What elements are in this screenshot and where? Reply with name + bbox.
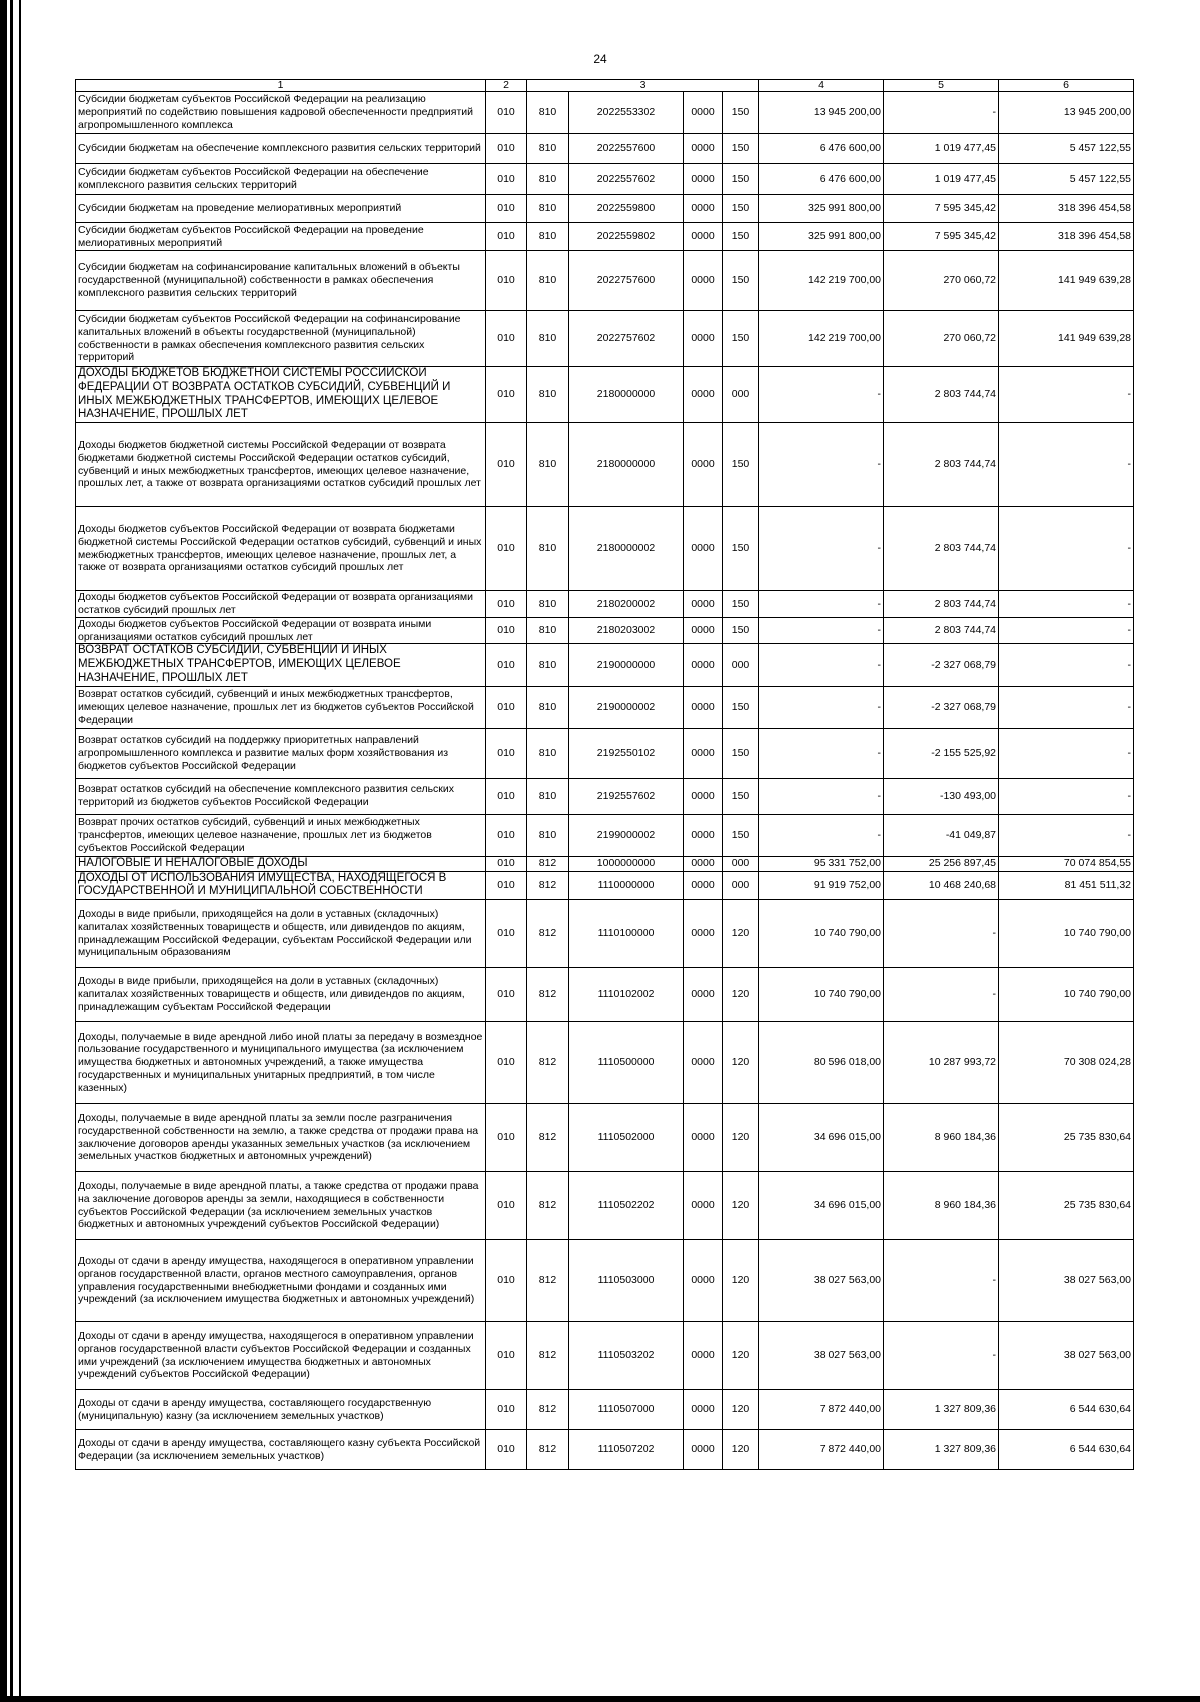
row-program-code: 0000 — [684, 367, 723, 423]
row-kosgu-code: 150 — [723, 164, 759, 195]
row-description: ВОЗВРАТ ОСТАТКОВ СУБСИДИЙ, СУБВЕНЦИЙ И ИНЫХ МЕЖБЮДЖЕТНЫХ ТРАНСФЕРТОВ, ИМЕЮЩИХ ЦЕЛЕВОЕ НАЗНАЧЕНИЕ, ПРОШЛЫХ ЛЕТ — [76, 644, 486, 686]
row-kbk-code: 1110503000 — [569, 1240, 684, 1322]
row-kosgu-code: 150 — [723, 814, 759, 856]
row-admin-code: 010 — [486, 856, 527, 871]
table-row — [76, 423, 1134, 507]
row-kbk-code: 2190000000 — [569, 644, 684, 686]
row-value-col5: -130 493,00 — [884, 778, 999, 814]
table-row — [76, 1322, 1134, 1390]
table-row — [76, 92, 1134, 134]
row-kbk-code: 2022557602 — [569, 164, 684, 195]
row-description: Возврат остатков субсидий на поддержку приоритетных направлений агропромышленного комплекса и развитие малых форм хозяйствования из бюджетов субъектов Российской Федерации — [76, 728, 486, 778]
row-kosgu-code: 150 — [723, 223, 759, 251]
row-value-col6: - — [999, 814, 1134, 856]
row-kosgu-code: 150 — [723, 591, 759, 618]
row-kosgu-code: 120 — [723, 1430, 759, 1470]
row-value-col5: 1 327 809,36 — [884, 1390, 999, 1430]
row-kosgu-code: 000 — [723, 644, 759, 686]
row-value-col6: 10 740 790,00 — [999, 900, 1134, 968]
row-chapter-code: 810 — [527, 591, 569, 618]
row-value-col4: 10 740 790,00 — [759, 968, 884, 1022]
row-value-col5: -2 327 068,79 — [884, 686, 999, 728]
row-program-code: 0000 — [684, 644, 723, 686]
row-value-col4: - — [759, 423, 884, 507]
row-chapter-code: 810 — [527, 164, 569, 195]
row-kbk-code: 2180203002 — [569, 617, 684, 644]
row-chapter-code: 810 — [527, 367, 569, 423]
row-value-col5: 8 960 184,36 — [884, 1172, 999, 1240]
row-description: Доходы бюджетов субъектов Российской Федерации от возврата бюджетами бюджетной системы Российской Федерации остатков субсидий, субвенций и иных межбюджетных трансфертов, имеющих целевое назначение, прошлых лет, а также от возврата организациями остатков субсидий прошлых лет — [76, 507, 486, 591]
row-value-col4: - — [759, 617, 884, 644]
scan-edge-bottom — [0, 1696, 1200, 1702]
column-header-2: 2 — [486, 80, 527, 92]
row-description: Доходы, получаемые в виде арендной платы, а также средства от продажи права на заключение договоров аренды за земли, находящиеся в собственности субъектов Российской Федерации (за исключением земельных участков бюджетных и автономных учреждений субъектов Российской Федерации) — [76, 1172, 486, 1240]
row-value-col6: 5 457 122,55 — [999, 164, 1134, 195]
row-admin-code: 010 — [486, 507, 527, 591]
row-value-col6: 38 027 563,00 — [999, 1322, 1134, 1390]
row-program-code: 0000 — [684, 92, 723, 134]
row-value-col4: - — [759, 644, 884, 686]
row-value-col5: 1 327 809,36 — [884, 1430, 999, 1470]
row-admin-code: 010 — [486, 968, 527, 1022]
row-program-code: 0000 — [684, 871, 723, 900]
row-kbk-code: 2022559802 — [569, 223, 684, 251]
row-kbk-code: 2180000000 — [569, 367, 684, 423]
row-description: Доходы от сдачи в аренду имущества, находящегося в оперативном управлении органов государственной власти субъектов Российской Федерации и созданных ими учреждений (за исключением имущества бюджетных и автономных учреждений субъектов Российской Федерации) — [76, 1322, 486, 1390]
row-value-col5: -2 327 068,79 — [884, 644, 999, 686]
row-admin-code: 010 — [486, 900, 527, 968]
row-kosgu-code: 120 — [723, 968, 759, 1022]
row-value-col6: 141 949 639,28 — [999, 251, 1134, 311]
row-value-col5: 2 803 744,74 — [884, 423, 999, 507]
column-header-6: 6 — [999, 80, 1134, 92]
row-admin-code: 010 — [486, 617, 527, 644]
row-value-col6: - — [999, 507, 1134, 591]
row-program-code: 0000 — [684, 856, 723, 871]
row-kbk-code: 1110100000 — [569, 900, 684, 968]
row-kbk-code: 2192550102 — [569, 728, 684, 778]
row-kbk-code: 2180000000 — [569, 423, 684, 507]
row-kbk-code: 2022557600 — [569, 134, 684, 164]
row-value-col4: 6 476 600,00 — [759, 134, 884, 164]
row-description: Доходы от сдачи в аренду имущества, составляющего государственную (муниципальную) казну (за исключением земельных участков) — [76, 1390, 486, 1430]
row-value-col6: 25 735 830,64 — [999, 1172, 1134, 1240]
row-value-col6: - — [999, 367, 1134, 423]
table-row — [76, 728, 1134, 778]
row-kbk-code: 2199000002 — [569, 814, 684, 856]
row-chapter-code: 812 — [527, 1390, 569, 1430]
row-program-code: 0000 — [684, 195, 723, 223]
table-row — [76, 134, 1134, 164]
row-description: ДОХОДЫ БЮДЖЕТОВ БЮДЖЕТНОЙ СИСТЕМЫ РОССИЙСКОЙ ФЕДЕРАЦИИ ОТ ВОЗВРАТА ОСТАТКОВ СУБСИДИЙ, СУБВЕНЦИЙ И ИНЫХ МЕЖБЮДЖЕТНЫХ ТРАНСФЕРТОВ, ИМЕЮЩИХ ЦЕЛЕВОЕ НАЗНАЧЕНИЕ, ПРОШЛЫХ ЛЕТ — [76, 367, 486, 423]
row-program-code: 0000 — [684, 968, 723, 1022]
table-row — [76, 367, 1134, 423]
row-program-code: 0000 — [684, 507, 723, 591]
row-value-col4: 142 219 700,00 — [759, 311, 884, 367]
row-program-code: 0000 — [684, 134, 723, 164]
row-value-col5: - — [884, 92, 999, 134]
row-value-col5: -2 155 525,92 — [884, 728, 999, 778]
row-value-col6: 38 027 563,00 — [999, 1240, 1134, 1322]
row-value-col4: 6 476 600,00 — [759, 164, 884, 195]
page-number: 24 — [593, 52, 607, 66]
row-chapter-code: 810 — [527, 134, 569, 164]
row-chapter-code: 812 — [527, 1022, 569, 1104]
row-admin-code: 010 — [486, 223, 527, 251]
row-kosgu-code: 000 — [723, 871, 759, 900]
row-description: Возврат остатков субсидий на обеспечение комплексного развития сельских территорий из бюджетов субъектов Российской Федерации — [76, 778, 486, 814]
row-description: Доходы бюджетов субъектов Российской Федерации от возврата иными организациями остатков субсидий прошлых лет — [76, 617, 486, 644]
row-description: Доходы бюджетов бюджетной системы Российской Федерации от возврата бюджетами бюджетной системы Российской Федерации остатков субсидий, субвенций и иных межбюджетных трансфертов, имеющих целевое назначение, прошлых лет, а также от возврата организациями остатков субсидий прошлых лет — [76, 423, 486, 507]
row-kbk-code: 1000000000 — [569, 856, 684, 871]
row-value-col5: 270 060,72 — [884, 311, 999, 367]
row-value-col6: 5 457 122,55 — [999, 134, 1134, 164]
row-kosgu-code: 120 — [723, 1322, 759, 1390]
row-description: Субсидии бюджетам на проведение мелиоративных мероприятий — [76, 195, 486, 223]
row-kosgu-code: 150 — [723, 728, 759, 778]
row-kosgu-code: 120 — [723, 1104, 759, 1172]
scan-edge-left — [0, 0, 7, 1702]
table-row — [76, 507, 1134, 591]
row-value-col4: - — [759, 778, 884, 814]
row-program-code: 0000 — [684, 728, 723, 778]
row-chapter-code: 810 — [527, 251, 569, 311]
row-description: Субсидии бюджетам субъектов Российской Федерации на реализацию мероприятий по содействию повышения кадровой обеспеченности предприятий агропромышленного комплекса — [76, 92, 486, 134]
row-admin-code: 010 — [486, 195, 527, 223]
table-row — [76, 686, 1134, 728]
row-value-col5: - — [884, 968, 999, 1022]
row-value-col5: 25 256 897,45 — [884, 856, 999, 871]
row-kosgu-code: 120 — [723, 1390, 759, 1430]
row-value-col5: 1 019 477,45 — [884, 134, 999, 164]
table-row — [76, 1240, 1134, 1322]
row-kosgu-code: 150 — [723, 195, 759, 223]
row-value-col4: - — [759, 814, 884, 856]
row-description: Доходы в виде прибыли, приходящейся на доли в уставных (складочных) капиталах хозяйственных товариществ и обществ, или дивидендов по акциям, принадлежащим субъектам Российской Федерации — [76, 968, 486, 1022]
row-kbk-code: 1110000000 — [569, 871, 684, 900]
row-description: Доходы от сдачи в аренду имущества, составляющего казну субъекта Российской Федерации (за исключением земельных участков) — [76, 1430, 486, 1470]
row-value-col6: - — [999, 686, 1134, 728]
row-kbk-code: 2190000002 — [569, 686, 684, 728]
row-description: Субсидии бюджетам субъектов Российской Федерации на софинансирование капитальных вложений в объекты государственной (муниципальной) собственности в рамках обеспечения комплексного развития сельских территорий — [76, 311, 486, 367]
row-chapter-code: 812 — [527, 871, 569, 900]
row-value-col5: 10 468 240,68 — [884, 871, 999, 900]
column-header-3: 3 — [527, 80, 759, 92]
table-row — [76, 223, 1134, 251]
table-row — [76, 644, 1134, 686]
row-chapter-code: 810 — [527, 223, 569, 251]
row-chapter-code: 810 — [527, 814, 569, 856]
row-program-code: 0000 — [684, 686, 723, 728]
row-chapter-code: 812 — [527, 1172, 569, 1240]
row-kbk-code: 1110102002 — [569, 968, 684, 1022]
table-row — [76, 1430, 1134, 1470]
row-admin-code: 010 — [486, 1430, 527, 1470]
row-chapter-code: 810 — [527, 423, 569, 507]
row-chapter-code: 810 — [527, 507, 569, 591]
row-description: Возврат прочих остатков субсидий, субвенций и иных межбюджетных трансфертов, имеющих целевое назначение, прошлых лет из бюджетов субъектов Российской Федерации — [76, 814, 486, 856]
row-program-code: 0000 — [684, 1104, 723, 1172]
row-chapter-code: 812 — [527, 1104, 569, 1172]
row-value-col6: 13 945 200,00 — [999, 92, 1134, 134]
row-kbk-code: 2180000002 — [569, 507, 684, 591]
table-row — [76, 871, 1134, 900]
row-admin-code: 010 — [486, 164, 527, 195]
row-kbk-code: 1110502202 — [569, 1172, 684, 1240]
row-chapter-code: 810 — [527, 617, 569, 644]
table-row — [76, 778, 1134, 814]
row-chapter-code: 812 — [527, 1430, 569, 1470]
table-row — [76, 1104, 1134, 1172]
row-kbk-code: 2022559800 — [569, 195, 684, 223]
table-row — [76, 617, 1134, 644]
row-value-col4: - — [759, 728, 884, 778]
row-admin-code: 010 — [486, 686, 527, 728]
row-value-col4: 34 696 015,00 — [759, 1104, 884, 1172]
row-value-col5: - — [884, 900, 999, 968]
row-chapter-code: 810 — [527, 686, 569, 728]
row-value-col4: - — [759, 686, 884, 728]
row-program-code: 0000 — [684, 617, 723, 644]
row-admin-code: 010 — [486, 1322, 527, 1390]
row-chapter-code: 812 — [527, 856, 569, 871]
row-kbk-code: 2180200002 — [569, 591, 684, 618]
table-header-row — [76, 80, 1134, 92]
row-kosgu-code: 150 — [723, 423, 759, 507]
table-row — [76, 591, 1134, 618]
row-admin-code: 010 — [486, 1390, 527, 1430]
row-program-code: 0000 — [684, 814, 723, 856]
row-value-col4: 10 740 790,00 — [759, 900, 884, 968]
row-admin-code: 010 — [486, 311, 527, 367]
table-row — [76, 1022, 1134, 1104]
row-chapter-code: 810 — [527, 92, 569, 134]
row-value-col6: 70 074 854,55 — [999, 856, 1134, 871]
row-kosgu-code: 150 — [723, 251, 759, 311]
row-kbk-code: 1110502000 — [569, 1104, 684, 1172]
row-value-col4: - — [759, 591, 884, 618]
row-program-code: 0000 — [684, 251, 723, 311]
row-value-col6: - — [999, 591, 1134, 618]
row-chapter-code: 810 — [527, 311, 569, 367]
row-kbk-code: 1110507202 — [569, 1430, 684, 1470]
row-chapter-code: 810 — [527, 644, 569, 686]
row-value-col4: 34 696 015,00 — [759, 1172, 884, 1240]
row-kosgu-code: 150 — [723, 92, 759, 134]
row-kosgu-code: 150 — [723, 311, 759, 367]
row-admin-code: 010 — [486, 1022, 527, 1104]
row-admin-code: 010 — [486, 871, 527, 900]
row-admin-code: 010 — [486, 423, 527, 507]
row-program-code: 0000 — [684, 423, 723, 507]
row-program-code: 0000 — [684, 1390, 723, 1430]
row-value-col6: 70 308 024,28 — [999, 1022, 1134, 1104]
table-row — [76, 814, 1134, 856]
row-kbk-code: 1110500000 — [569, 1022, 684, 1104]
row-value-col6: 6 544 630,64 — [999, 1430, 1134, 1470]
row-value-col4: 38 027 563,00 — [759, 1322, 884, 1390]
row-admin-code: 010 — [486, 814, 527, 856]
row-value-col6: - — [999, 423, 1134, 507]
row-admin-code: 010 — [486, 134, 527, 164]
row-value-col5: 2 803 744,74 — [884, 617, 999, 644]
row-value-col5: 8 960 184,36 — [884, 1104, 999, 1172]
row-admin-code: 010 — [486, 1240, 527, 1322]
row-chapter-code: 812 — [527, 968, 569, 1022]
row-value-col6: 318 396 454,58 — [999, 195, 1134, 223]
row-chapter-code: 810 — [527, 728, 569, 778]
row-value-col4: 142 219 700,00 — [759, 251, 884, 311]
row-description: Субсидии бюджетам на софинансирование капитальных вложений в объекты государственной (муниципальной) собственности в рамках обеспечения комплексного развития сельских территорий — [76, 251, 486, 311]
row-value-col4: 7 872 440,00 — [759, 1390, 884, 1430]
row-chapter-code: 810 — [527, 778, 569, 814]
row-value-col5: - — [884, 1240, 999, 1322]
row-value-col4: 325 991 800,00 — [759, 195, 884, 223]
row-value-col6: - — [999, 778, 1134, 814]
row-program-code: 0000 — [684, 1430, 723, 1470]
row-value-col4: 80 596 018,00 — [759, 1022, 884, 1104]
row-value-col5: 1 019 477,45 — [884, 164, 999, 195]
row-value-col5: - — [884, 1322, 999, 1390]
row-value-col4: 325 991 800,00 — [759, 223, 884, 251]
row-kosgu-code: 150 — [723, 778, 759, 814]
row-chapter-code: 810 — [527, 195, 569, 223]
row-program-code: 0000 — [684, 1172, 723, 1240]
row-value-col6: 6 544 630,64 — [999, 1390, 1134, 1430]
row-kosgu-code: 120 — [723, 900, 759, 968]
row-description: НАЛОГОВЫЕ И НЕНАЛОГОВЫЕ ДОХОДЫ — [76, 856, 486, 871]
column-header-1: 1 — [76, 80, 486, 92]
row-kosgu-code: 150 — [723, 134, 759, 164]
row-chapter-code: 812 — [527, 1240, 569, 1322]
row-value-col5: 270 060,72 — [884, 251, 999, 311]
row-program-code: 0000 — [684, 591, 723, 618]
scan-edge-line — [10, 0, 13, 1702]
row-kosgu-code: 150 — [723, 686, 759, 728]
row-kbk-code: 2022757602 — [569, 311, 684, 367]
row-description: Субсидии бюджетам на обеспечение комплексного развития сельских территорий — [76, 134, 486, 164]
table-row — [76, 1172, 1134, 1240]
row-kosgu-code: 000 — [723, 367, 759, 423]
row-description: ДОХОДЫ ОТ ИСПОЛЬЗОВАНИЯ ИМУЩЕСТВА, НАХОДЯЩЕГОСЯ В ГОСУДАРСТВЕННОЙ И МУНИЦИПАЛЬНОЙ СОБСТВЕННОСТИ — [76, 871, 486, 900]
row-admin-code: 010 — [486, 1172, 527, 1240]
row-value-col5: 2 803 744,74 — [884, 367, 999, 423]
row-value-col4: 7 872 440,00 — [759, 1430, 884, 1470]
column-header-4: 4 — [759, 80, 884, 92]
row-kosgu-code: 120 — [723, 1022, 759, 1104]
row-value-col4: - — [759, 367, 884, 423]
row-admin-code: 010 — [486, 367, 527, 423]
row-value-col5: -41 049,87 — [884, 814, 999, 856]
row-value-col4: - — [759, 507, 884, 591]
row-admin-code: 010 — [486, 778, 527, 814]
row-description: Доходы от сдачи в аренду имущества, находящегося в оперативном управлении органов государственной власти, органов местного самоуправления, органов управления государственными внебюджетными фондами и созданных ими учреждений (за исключением имущества бюджетных и автономных учреждений) — [76, 1240, 486, 1322]
row-kosgu-code: 150 — [723, 617, 759, 644]
row-description: Доходы, получаемые в виде арендной платы за земли после разграничения государственной собственности на землю, а также средства от продажи права на заключение договоров аренды указанных земельных участков (за исключением земельных участков бюджетных и автономных учреждений) — [76, 1104, 486, 1172]
row-value-col4: 91 919 752,00 — [759, 871, 884, 900]
row-description: Доходы бюджетов субъектов Российской Федерации от возврата организациями остатков субсидий прошлых лет — [76, 591, 486, 618]
row-kosgu-code: 120 — [723, 1172, 759, 1240]
row-value-col4: 95 331 752,00 — [759, 856, 884, 871]
row-value-col5: 10 287 993,72 — [884, 1022, 999, 1104]
row-program-code: 0000 — [684, 778, 723, 814]
row-kbk-code: 2192557602 — [569, 778, 684, 814]
row-admin-code: 010 — [486, 591, 527, 618]
row-description: Доходы, получаемые в виде арендной либо иной платы за передачу в возмездное пользование государственного и муниципального имущества (за исключением имущества бюджетных и автономных учреждений, а также имущества государственных и муниципальных унитарных предприятий, в том числе казенных) — [76, 1022, 486, 1104]
table-row — [76, 856, 1134, 871]
row-value-col6: 141 949 639,28 — [999, 311, 1134, 367]
row-kbk-code: 2022757600 — [569, 251, 684, 311]
scan-edge-line — [19, 0, 21, 1702]
column-header-5: 5 — [884, 80, 999, 92]
row-value-col4: 13 945 200,00 — [759, 92, 884, 134]
table-body — [76, 92, 1134, 1470]
row-kbk-code: 1110507000 — [569, 1390, 684, 1430]
row-value-col5: 2 803 744,74 — [884, 507, 999, 591]
row-program-code: 0000 — [684, 1322, 723, 1390]
table-row — [76, 311, 1134, 367]
row-description: Доходы в виде прибыли, приходящейся на доли в уставных (складочных) капиталах хозяйственных товариществ и обществ, или дивидендов по акциям, принадлежащим Российской Федерации, субъектам Российской Федерации или муниципальным образованиям — [76, 900, 486, 968]
row-value-col6: 318 396 454,58 — [999, 223, 1134, 251]
row-chapter-code: 812 — [527, 900, 569, 968]
row-chapter-code: 812 — [527, 1322, 569, 1390]
row-value-col6: - — [999, 617, 1134, 644]
row-value-col6: - — [999, 728, 1134, 778]
row-program-code: 0000 — [684, 900, 723, 968]
table-row — [76, 164, 1134, 195]
row-description: Субсидии бюджетам субъектов Российской Федерации на проведение мелиоративных мероприятий — [76, 223, 486, 251]
row-program-code: 0000 — [684, 223, 723, 251]
row-value-col5: 7 595 345,42 — [884, 195, 999, 223]
row-admin-code: 010 — [486, 251, 527, 311]
row-value-col5: 7 595 345,42 — [884, 223, 999, 251]
table-row — [76, 900, 1134, 968]
table-row — [76, 1390, 1134, 1430]
row-kbk-code: 2022553302 — [569, 92, 684, 134]
row-value-col6: 81 451 511,32 — [999, 871, 1134, 900]
row-admin-code: 010 — [486, 1104, 527, 1172]
row-kosgu-code: 150 — [723, 507, 759, 591]
row-program-code: 0000 — [684, 1022, 723, 1104]
row-kbk-code: 1110503202 — [569, 1322, 684, 1390]
table-row — [76, 968, 1134, 1022]
row-admin-code: 010 — [486, 728, 527, 778]
row-description: Субсидии бюджетам субъектов Российской Федерации на обеспечение комплексного развития сельских территорий — [76, 164, 486, 195]
table-row — [76, 195, 1134, 223]
row-kosgu-code: 120 — [723, 1240, 759, 1322]
table-row — [76, 251, 1134, 311]
row-kosgu-code: 000 — [723, 856, 759, 871]
row-program-code: 0000 — [684, 311, 723, 367]
row-program-code: 0000 — [684, 1240, 723, 1322]
row-admin-code: 010 — [486, 644, 527, 686]
row-admin-code: 010 — [486, 92, 527, 134]
revenue-table — [75, 79, 1134, 1470]
row-value-col6: 25 735 830,64 — [999, 1104, 1134, 1172]
row-value-col6: 10 740 790,00 — [999, 968, 1134, 1022]
row-program-code: 0000 — [684, 164, 723, 195]
row-value-col6: - — [999, 644, 1134, 686]
row-value-col4: 38 027 563,00 — [759, 1240, 884, 1322]
row-description: Возврат остатков субсидий, субвенций и иных межбюджетных трансфертов, имеющих целевое назначение, прошлых лет из бюджетов субъектов Российской Федерации — [76, 686, 486, 728]
row-value-col5: 2 803 744,74 — [884, 591, 999, 618]
